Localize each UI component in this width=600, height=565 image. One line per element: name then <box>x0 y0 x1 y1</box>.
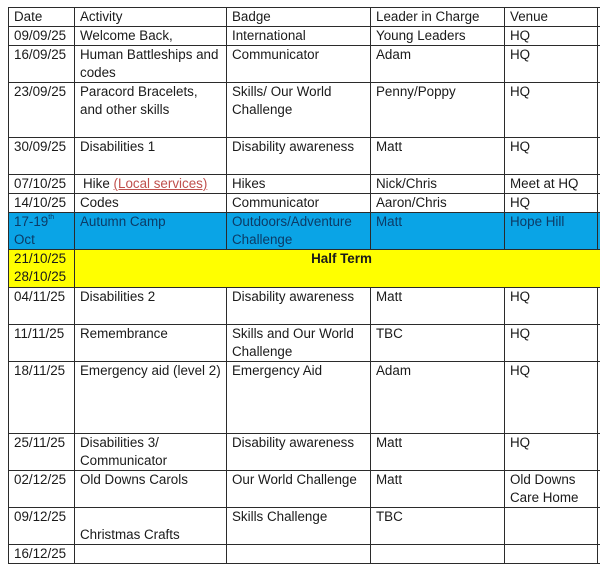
activity-cell <box>75 194 227 213</box>
venue-cell: HQ <box>505 46 598 83</box>
activity-cell <box>75 175 227 194</box>
activity-text: Disabilities 2 <box>80 289 156 304</box>
venue-cell: HQ <box>505 83 598 138</box>
badge-cell: Skills Challenge <box>227 508 371 545</box>
date-text-line2: Oct <box>14 232 35 247</box>
date-text: 17-19 <box>14 214 49 229</box>
table-row <box>9 325 600 362</box>
venue-cell: HQ <box>505 27 598 46</box>
date-cell <box>9 325 75 362</box>
date-cell <box>9 508 75 545</box>
badge-cell: Disability awareness <box>227 434 371 471</box>
activity-text: Paracord Bracelets, and other skills <box>80 84 198 117</box>
date-text: 16/12/25 <box>14 546 67 561</box>
date-cell <box>9 83 75 138</box>
date-text: 09/12/25 <box>14 509 67 524</box>
badge-cell: Disability awareness <box>227 138 371 175</box>
date-text: 16/09/25 <box>14 47 67 62</box>
leader-cell: TBC <box>371 325 505 362</box>
date-text: 25/11/25 <box>14 435 66 450</box>
table-row <box>9 138 600 175</box>
table-row <box>9 194 600 213</box>
leader-cell <box>371 545 505 564</box>
table-row <box>9 175 600 194</box>
activity-cell <box>75 27 227 46</box>
badge-cell: Emergency Aid <box>227 362 371 434</box>
table-row <box>9 362 600 434</box>
local-services-link[interactable]: (Local services) <box>113 176 208 191</box>
date-text: 23/09/25 <box>14 84 67 99</box>
date-cell <box>9 362 75 434</box>
date-text: 18/11/25 <box>14 363 66 378</box>
date-cell <box>9 194 75 213</box>
activity-text: Remembrance <box>80 326 168 341</box>
date-cell <box>9 471 75 508</box>
activity-text: Hike <box>83 176 110 191</box>
activity-text: Christmas Crafts <box>80 527 180 542</box>
date-text: 30/09/25 <box>14 139 67 154</box>
table-row <box>9 288 600 325</box>
table-row <box>9 471 600 508</box>
venue-cell <box>505 545 598 564</box>
venue-cell: HQ <box>505 325 598 362</box>
leader-cell: Matt <box>371 434 505 471</box>
table-row <box>9 27 600 46</box>
activity-text: Autumn Camp <box>80 214 166 229</box>
date-cell <box>9 213 75 250</box>
leader-cell: TBC <box>371 508 505 545</box>
leader-cell: Young Leaders <box>371 27 505 46</box>
activity-cell <box>75 138 227 175</box>
activity-cell <box>75 83 227 138</box>
activity-text: Disabilities 1 <box>80 139 156 154</box>
venue-cell: Meet at HQ <box>505 175 598 194</box>
date-text: 14/10/25 <box>14 195 67 210</box>
activity-cell <box>75 545 227 564</box>
table-row <box>9 434 600 471</box>
date-cell <box>9 46 75 83</box>
activity-cell <box>75 434 227 471</box>
date-text: 02/12/25 <box>14 472 67 487</box>
date-cell <box>9 545 75 564</box>
badge-cell: Disability awareness <box>227 288 371 325</box>
venue-cell: HQ <box>505 194 598 213</box>
activity-text: Emergency aid (level 2) <box>80 363 221 378</box>
activity-text: Old Downs Carols <box>80 472 188 487</box>
leader-cell: Penny/Poppy <box>371 83 505 138</box>
date-suffix: th <box>48 214 55 221</box>
camp-row <box>9 213 600 250</box>
header-row <box>9 8 600 27</box>
activity-text: Human Battleships and codes <box>80 47 219 80</box>
badge-cell: Communicator <box>227 46 371 83</box>
activity-text: Welcome Back, <box>80 28 173 43</box>
badge-cell <box>227 545 371 564</box>
activity-text: Disabilities 3/ Communicator <box>80 435 168 468</box>
badge-cell: Hikes <box>227 175 371 194</box>
table-row <box>9 508 600 545</box>
activity-cell <box>75 362 227 434</box>
badge-cell: Skills and Our World Challenge <box>227 325 371 362</box>
half-term-row <box>9 250 600 288</box>
header-venue: Venue <box>505 8 598 27</box>
leader-cell: Aaron/Chris <box>371 194 505 213</box>
header-activity: Activity <box>75 8 227 27</box>
leader-cell: Nick/Chris <box>371 175 505 194</box>
header-leader: Leader in Charge <box>371 8 505 27</box>
activity-cell <box>75 46 227 83</box>
activity-cell <box>75 508 227 545</box>
badge-cell: Outdoors/Adventure Challenge <box>227 213 371 250</box>
venue-cell: HQ <box>505 362 598 434</box>
table-row <box>9 46 600 83</box>
leader-cell: Matt <box>371 288 505 325</box>
half-term-label: Half Term <box>75 250 600 288</box>
activity-cell <box>75 288 227 325</box>
date-cell <box>9 27 75 46</box>
venue-cell: HQ <box>505 434 598 471</box>
leader-cell: Adam <box>371 362 505 434</box>
date-text-line2: 28/10/25 <box>14 269 67 284</box>
leader-cell: Matt <box>371 138 505 175</box>
table-row <box>9 545 600 564</box>
badge-cell: International <box>227 27 371 46</box>
leader-cell: Adam <box>371 46 505 83</box>
date-text: 11/11/25 <box>14 326 65 341</box>
badge-cell: Our World Challenge <box>227 471 371 508</box>
venue-cell: Hope Hill <box>505 213 598 250</box>
venue-cell: HQ <box>505 288 598 325</box>
activity-cell <box>75 213 227 250</box>
schedule-table <box>8 7 600 564</box>
activity-cell <box>75 471 227 508</box>
date-cell <box>9 138 75 175</box>
header-badge: Badge <box>227 8 371 27</box>
leader-cell: Matt <box>371 471 505 508</box>
venue-cell: HQ <box>505 138 598 175</box>
activity-cell <box>75 325 227 362</box>
header-date: Date <box>9 8 75 27</box>
badge-cell: Skills/ Our World Challenge <box>227 83 371 138</box>
date-text: 07/10/25 <box>14 176 67 191</box>
table-row <box>9 83 600 138</box>
venue-cell: Old Downs Care Home <box>505 471 598 508</box>
badge-cell: Communicator <box>227 194 371 213</box>
activity-text: Codes <box>80 195 119 210</box>
leader-cell: Matt <box>371 213 505 250</box>
date-text: 04/11/25 <box>14 289 66 304</box>
date-cell <box>9 175 75 194</box>
date-cell <box>9 250 75 288</box>
date-text: 09/09/25 <box>14 28 67 43</box>
venue-cell <box>505 508 598 545</box>
date-text: 21/10/25 <box>14 251 67 266</box>
date-cell <box>9 288 75 325</box>
date-cell <box>9 434 75 471</box>
